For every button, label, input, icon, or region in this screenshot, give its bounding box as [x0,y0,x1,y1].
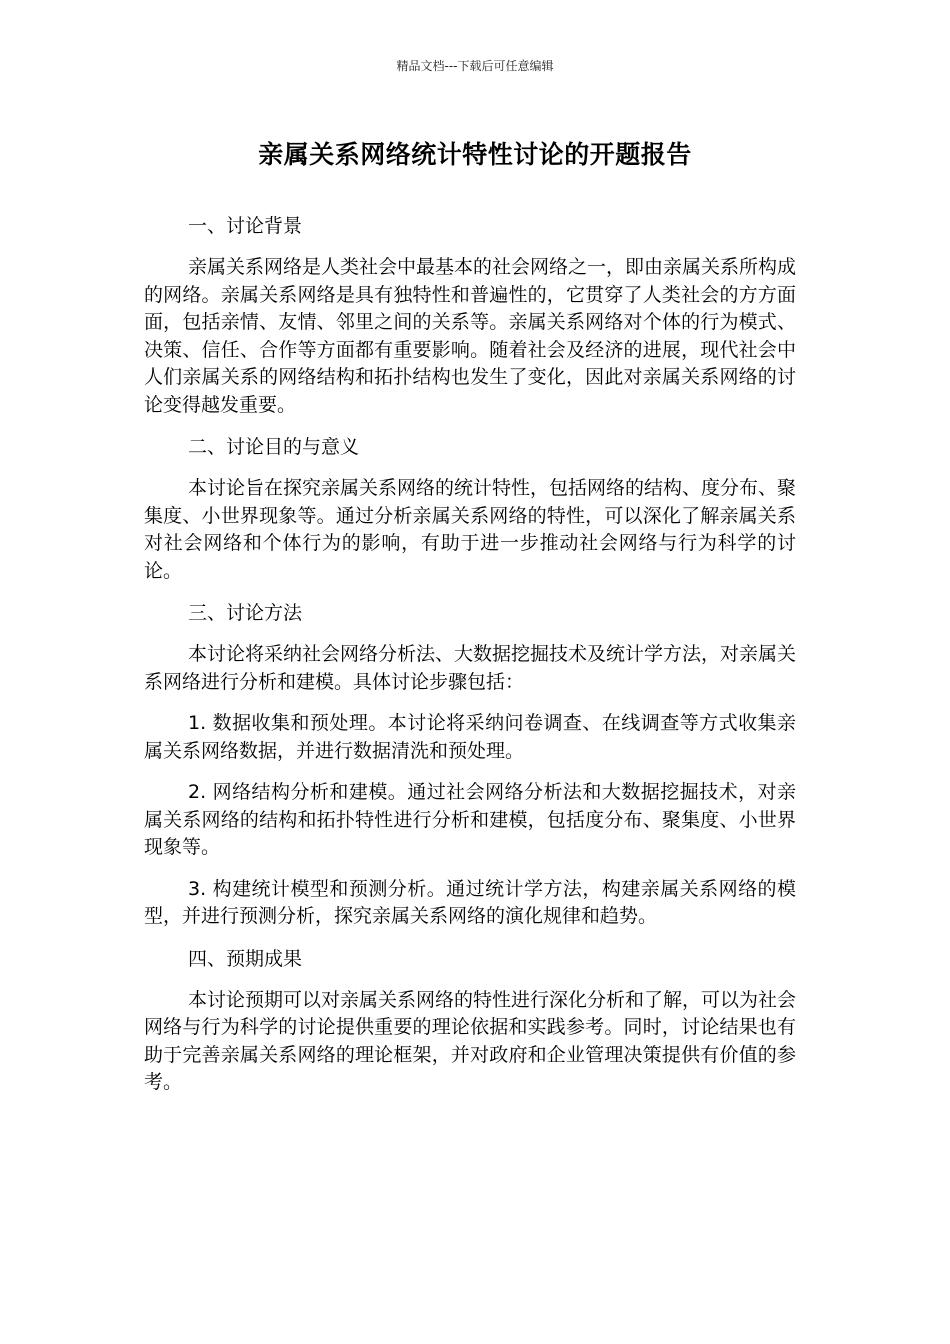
header-note: 精品文档---下载后可任意编辑 [396,59,554,73]
document-body [144,212,796,1111]
paragraph-method: 本讨论将采纳社会网络分析法、大数据挖掘技术及统计学方法，对亲属关系网络进行分析和建模。具体讨论步骤包括： [144,643,797,693]
method-step-1: 1. 数据收集和预处理。本讨论将采纳问卷调查、在线调查等方式收集亲属关系网络数据，并进行数据清洗和预处理。 [144,712,796,762]
paragraph-purpose: 本讨论旨在探究亲属关系网络的统计特性，包括网络的结构、度分布、聚集度、小世界现象等。通过分析亲属关系网络的特性，可以深化了解亲属关系对社会网络和个体行为的影响，有助于进一步推动社会网络与行为科学的讨论。 [144,477,797,582]
paragraph-expected-results: 本讨论预期可以对亲属关系网络的特性进行深化分析和了解，可以为社会网络与行为科学的讨论提供重要的理论依据和实践参考。同时，讨论结果也有助于完善亲属关系网络的理论框架，并对政府和企业管理决策提供有价值的参考。 [144,988,797,1093]
section-heading-background: 一、讨论背景 [188,215,303,237]
section-heading-expected-results: 四、预期成果 [188,947,303,970]
section-heading-purpose: 二、讨论目的与意义 [188,436,360,458]
section-heading-method: 三、讨论方法 [188,602,303,624]
method-step-3: 3. 构建统计模型和预测分析。通过统计学方法，构建亲属关系网络的模型，并进行预测分析，探究亲属关系网络的演化规律和趋势。 [144,877,796,927]
method-step-2: 2. 网络结构分析和建模。通过社会网络分析法和大数据挖掘技术，对亲属关系网络的结构和拓扑特性进行分析和建模，包括度分布、聚集度、小世界现象等。 [144,781,796,858]
paragraph-background: 亲属关系网络是人类社会中最基本的社会网络之一，即由亲属关系所构成的网络。亲属关系网络是具有独特性和普遍性的，它贯穿了人类社会的方方面面，包括亲情、友情、邻里之间的关系等。亲属关系网络对个体的行为模式、决策、信任、合作等方面都有重要影响。随着社会及经济的进展，现代社会中人们亲属关系的网络结构和拓扑结构也发生了变化，因此对亲属关系网络的讨论变得越发重要。 [144,256,797,416]
document-title: 亲属关系网络统计特性讨论的开题报告 [258,140,692,169]
